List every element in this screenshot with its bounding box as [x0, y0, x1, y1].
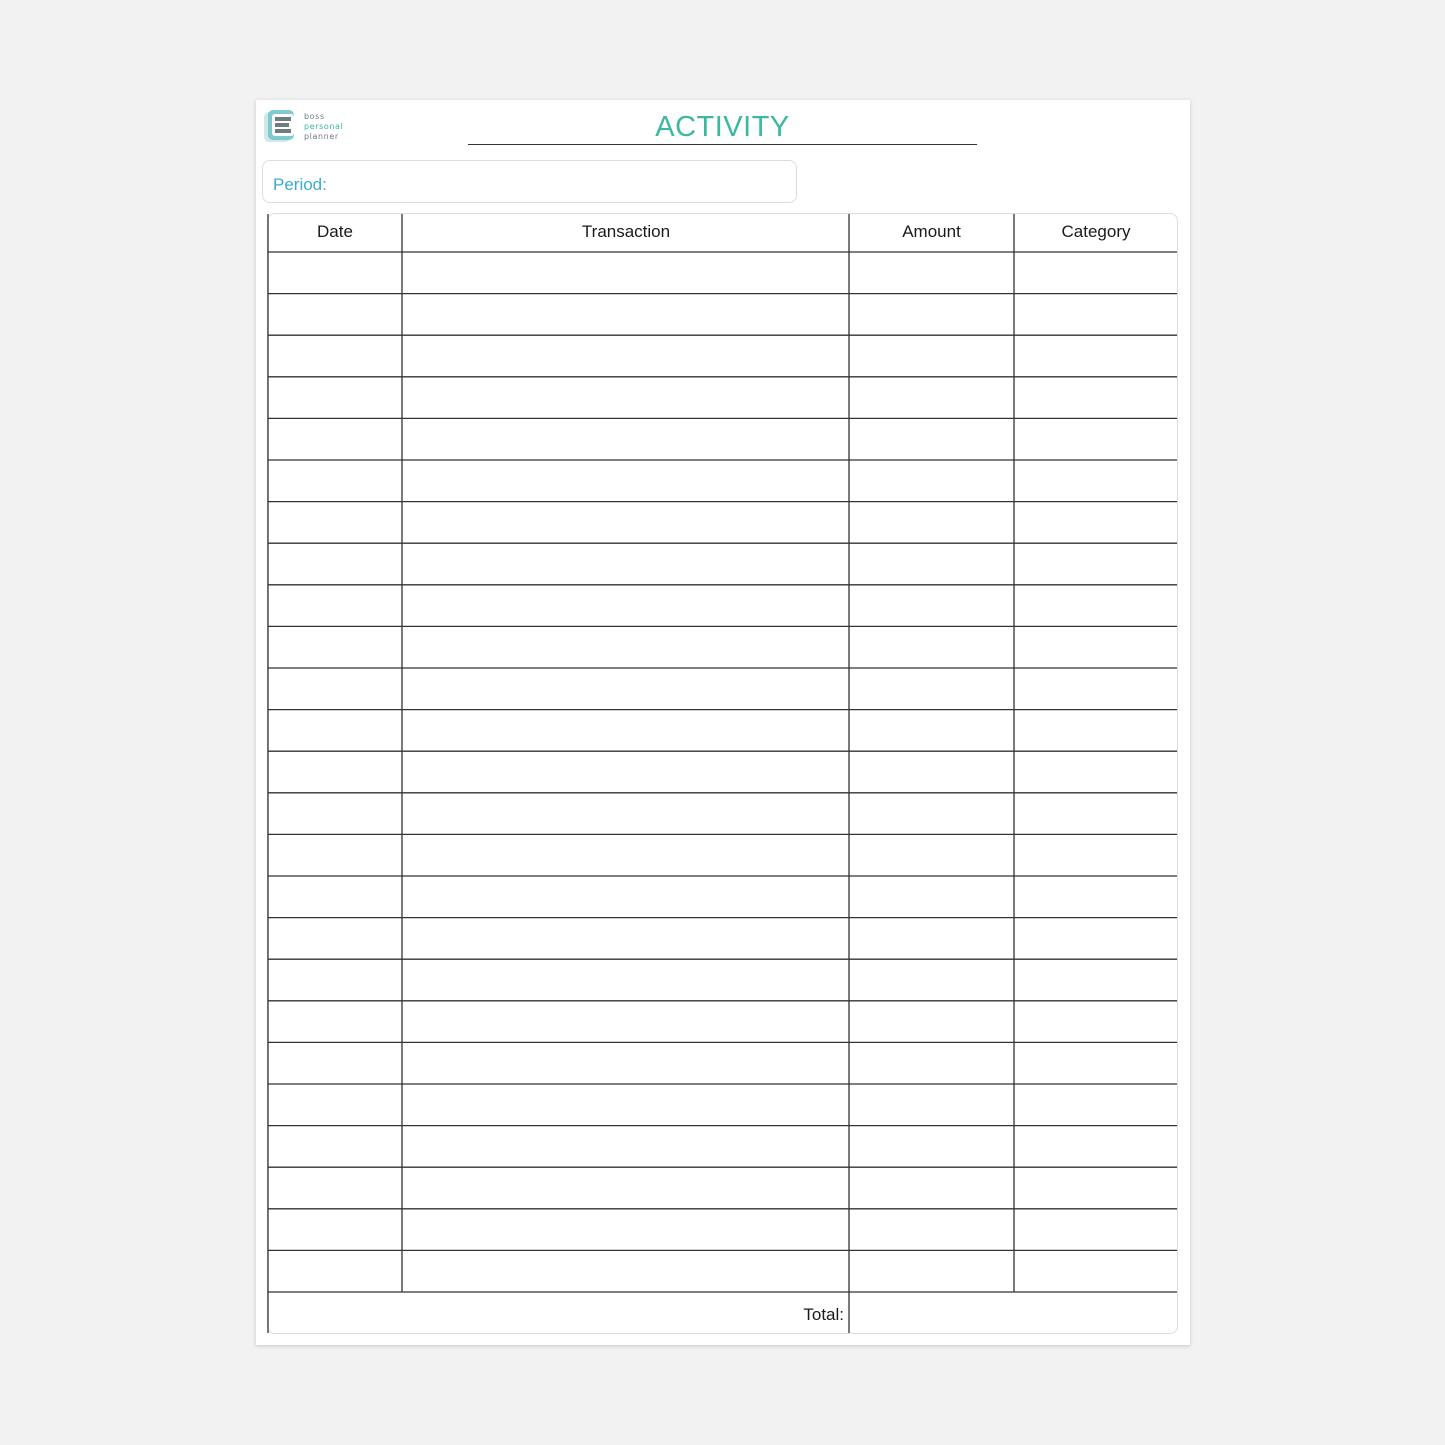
logo-line-1: boss — [304, 112, 325, 121]
column-header-transaction: Transaction — [581, 222, 671, 241]
amount-cell[interactable] — [850, 1043, 1013, 1083]
page-title: ACTIVITY — [468, 108, 977, 145]
date-cell[interactable] — [269, 1251, 401, 1291]
amount-cell[interactable] — [850, 711, 1013, 751]
amount-cell[interactable] — [850, 461, 1013, 501]
date-cell[interactable] — [269, 336, 401, 376]
brand-logo — [264, 110, 374, 146]
amount-cell[interactable] — [850, 1168, 1013, 1208]
planner-page — [256, 100, 1190, 1345]
amount-cell[interactable] — [850, 378, 1013, 418]
logo-line-3: planner — [304, 132, 339, 141]
transaction-cell[interactable] — [403, 586, 848, 626]
amount-cell[interactable] — [850, 253, 1013, 293]
category-cell[interactable] — [1015, 835, 1176, 875]
transaction-cell[interactable] — [403, 544, 848, 584]
date-cell[interactable] — [269, 960, 401, 1000]
transaction-cell[interactable] — [403, 1043, 848, 1083]
date-cell[interactable] — [269, 877, 401, 917]
total-value-cell[interactable] — [850, 1294, 1177, 1335]
amount-cell[interactable] — [850, 419, 1013, 459]
date-cell[interactable] — [269, 835, 401, 875]
category-cell[interactable] — [1015, 752, 1176, 792]
category-cell[interactable] — [1015, 1043, 1176, 1083]
date-cell[interactable] — [269, 794, 401, 834]
category-cell[interactable] — [1015, 1127, 1176, 1167]
column-header-date: Date — [317, 222, 353, 241]
transaction-cell[interactable] — [403, 1085, 848, 1125]
category-cell[interactable] — [1015, 419, 1176, 459]
category-cell[interactable] — [1015, 711, 1176, 751]
amount-cell[interactable] — [850, 877, 1013, 917]
transaction-cell[interactable] — [403, 919, 848, 959]
amount-cell[interactable] — [850, 669, 1013, 709]
column-header-category: Category — [1061, 222, 1131, 241]
amount-cell[interactable] — [850, 1127, 1013, 1167]
date-cell[interactable] — [269, 503, 401, 543]
transaction-cell[interactable] — [403, 419, 848, 459]
period-label: Period: — [273, 175, 327, 194]
category-cell[interactable] — [1015, 960, 1176, 1000]
date-cell[interactable] — [269, 419, 401, 459]
transaction-cell[interactable] — [403, 295, 848, 335]
period-field[interactable] — [262, 160, 797, 203]
date-cell[interactable] — [269, 295, 401, 335]
amount-cell[interactable] — [850, 295, 1013, 335]
transaction-cell[interactable] — [403, 253, 848, 293]
date-cell[interactable] — [269, 919, 401, 959]
category-cell[interactable] — [1015, 919, 1176, 959]
category-cell[interactable] — [1015, 378, 1176, 418]
category-cell[interactable] — [1015, 1002, 1176, 1042]
transaction-cell[interactable] — [403, 336, 848, 376]
category-cell[interactable] — [1015, 1210, 1176, 1250]
date-cell[interactable] — [269, 544, 401, 584]
amount-cell[interactable] — [850, 1251, 1013, 1291]
date-cell[interactable] — [269, 586, 401, 626]
category-cell[interactable] — [1015, 877, 1176, 917]
amount-cell[interactable] — [850, 794, 1013, 834]
date-cell[interactable] — [269, 752, 401, 792]
category-cell[interactable] — [1015, 794, 1176, 834]
date-cell[interactable] — [269, 1210, 401, 1250]
planner-logo-icon — [264, 110, 296, 143]
category-cell[interactable] — [1015, 253, 1176, 293]
amount-cell[interactable] — [850, 960, 1013, 1000]
transaction-cell[interactable] — [403, 1002, 848, 1042]
category-cell[interactable] — [1015, 627, 1176, 667]
date-cell[interactable] — [269, 1168, 401, 1208]
transaction-cell[interactable] — [403, 794, 848, 834]
transaction-cell[interactable] — [403, 960, 848, 1000]
column-header-amount: Amount — [902, 222, 961, 241]
amount-cell[interactable] — [850, 752, 1013, 792]
date-cell[interactable] — [269, 1127, 401, 1167]
date-cell[interactable] — [269, 1043, 401, 1083]
transaction-cell[interactable] — [403, 461, 848, 501]
amount-cell[interactable] — [850, 503, 1013, 543]
logo-wordmark — [304, 112, 343, 142]
transaction-cell[interactable] — [403, 1127, 848, 1167]
category-cell[interactable] — [1015, 295, 1176, 335]
amount-cell[interactable] — [850, 1085, 1013, 1125]
total-label: Total: — [803, 1305, 844, 1324]
amount-cell[interactable] — [850, 627, 1013, 667]
amount-cell[interactable] — [850, 1002, 1013, 1042]
category-cell[interactable] — [1015, 461, 1176, 501]
amount-cell[interactable] — [850, 835, 1013, 875]
transaction-cell[interactable] — [403, 877, 848, 917]
date-cell[interactable] — [269, 378, 401, 418]
amount-cell[interactable] — [850, 336, 1013, 376]
date-cell[interactable] — [269, 627, 401, 667]
transaction-cell[interactable] — [403, 835, 848, 875]
category-cell[interactable] — [1015, 669, 1176, 709]
category-cell[interactable] — [1015, 1251, 1176, 1291]
category-cell[interactable] — [1015, 336, 1176, 376]
category-cell[interactable] — [1015, 1168, 1176, 1208]
amount-cell[interactable] — [850, 586, 1013, 626]
amount-cell[interactable] — [850, 544, 1013, 584]
transaction-cell[interactable] — [403, 711, 848, 751]
transaction-cell[interactable] — [403, 1251, 848, 1291]
date-cell[interactable] — [269, 461, 401, 501]
date-cell[interactable] — [269, 1002, 401, 1042]
category-cell[interactable] — [1015, 1085, 1176, 1125]
logo-line-2: personal — [304, 122, 344, 131]
transaction-cell[interactable] — [403, 503, 848, 543]
transaction-cell[interactable] — [403, 1210, 848, 1250]
transaction-cell[interactable] — [403, 1168, 848, 1208]
transaction-cell[interactable] — [403, 669, 848, 709]
amount-cell[interactable] — [850, 1210, 1013, 1250]
category-cell[interactable] — [1015, 503, 1176, 543]
category-cell[interactable] — [1015, 544, 1176, 584]
date-cell[interactable] — [269, 253, 401, 293]
date-cell[interactable] — [269, 1085, 401, 1125]
amount-cell[interactable] — [850, 919, 1013, 959]
date-cell[interactable] — [269, 669, 401, 709]
transaction-cell[interactable] — [403, 627, 848, 667]
transaction-cell[interactable] — [403, 378, 848, 418]
transaction-cell[interactable] — [403, 752, 848, 792]
date-cell[interactable] — [269, 711, 401, 751]
category-cell[interactable] — [1015, 586, 1176, 626]
